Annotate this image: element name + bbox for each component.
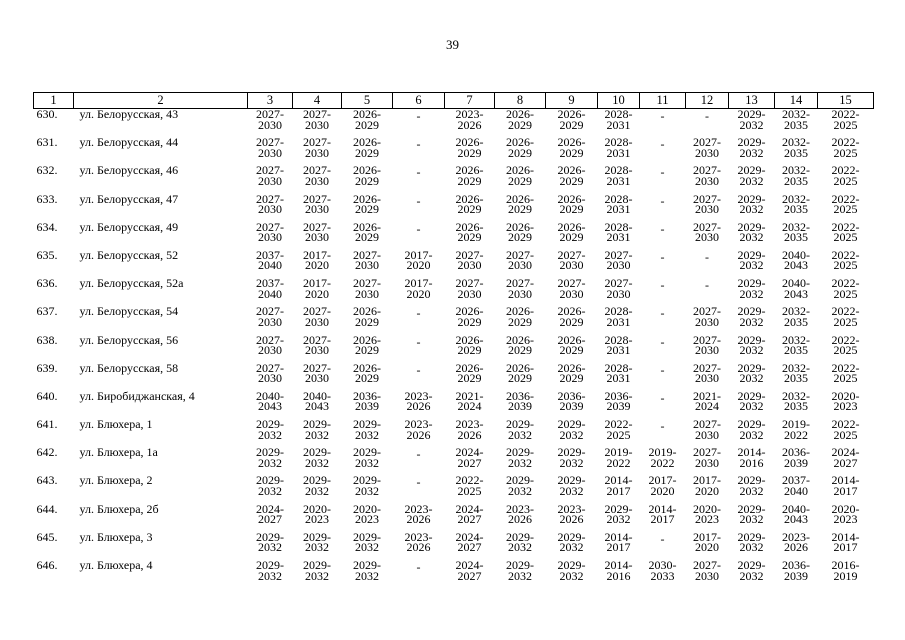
period-cell: 2026- 2029 xyxy=(353,163,381,188)
row-address: ул. Белорусская, 49 xyxy=(79,219,179,234)
period-cell: 2029- 2032 xyxy=(506,417,534,442)
period-cell: - xyxy=(416,193,421,208)
row-address: ул. Блюхера, 1 xyxy=(79,417,153,432)
period-cell: 2027- 2030 xyxy=(256,163,284,188)
period-cell: 2027- 2030 xyxy=(693,163,721,188)
period-cell: 2030- 2033 xyxy=(648,558,677,583)
period-cell: 2026- 2029 xyxy=(506,135,534,160)
period-cell: - xyxy=(416,334,421,349)
period-cell: 2014- 2016 xyxy=(737,445,766,470)
period-cell: 2029- 2032 xyxy=(303,417,331,442)
period-cell: 2040- 2043 xyxy=(303,388,331,414)
period-cell: 2020- 2023 xyxy=(303,501,331,527)
row-number: 635. xyxy=(36,247,58,262)
period-cell: 2027- 2030 xyxy=(693,558,721,583)
period-cell: 2026- 2029 xyxy=(353,332,381,357)
table-row xyxy=(34,532,874,560)
period-cell: 2032- 2035 xyxy=(782,107,810,132)
period-cell: 2040- 2043 xyxy=(782,276,810,301)
period-cell: 2022- 2025 xyxy=(831,191,860,217)
period-cell: 2036- 2039 xyxy=(782,558,810,583)
period-cell: 2023- 2026 xyxy=(455,107,484,132)
period-cell: 2029- 2032 xyxy=(256,529,284,555)
period-cell: 2029- 2032 xyxy=(737,501,766,527)
period-cell: 2023- 2026 xyxy=(404,529,433,555)
period-cell: 2032- 2035 xyxy=(782,304,810,329)
period-cell: 2026- 2029 xyxy=(455,191,484,217)
period-cell: 2040- 2043 xyxy=(782,247,810,273)
period-cell: 2027- 2030 xyxy=(557,276,586,301)
period-cell: 2020- 2023 xyxy=(831,388,860,414)
period-cell: 2026- 2029 xyxy=(353,219,381,245)
column-header: 5 xyxy=(342,93,393,109)
period-cell: 2026- 2029 xyxy=(557,332,586,357)
period-cell: 2026- 2029 xyxy=(353,360,381,386)
period-cell: 2029- 2032 xyxy=(737,191,766,217)
period-cell: 2027- 2030 xyxy=(303,191,331,217)
period-cell: 2028- 2031 xyxy=(604,191,633,217)
period-cell: 2022- 2025 xyxy=(831,107,860,132)
period-cell: - xyxy=(660,193,665,208)
period-cell: - xyxy=(416,137,421,152)
row-number: 646. xyxy=(36,558,58,572)
period-cell: - xyxy=(660,531,665,546)
period-cell: 2022- 2025 xyxy=(831,332,860,357)
period-cell: 2019- 2022 xyxy=(648,445,677,470)
column-header: 11 xyxy=(640,93,686,109)
period-cell: 2029- 2032 xyxy=(557,473,586,498)
period-cell: 2017- 2020 xyxy=(693,529,721,555)
period-cell: 2026- 2029 xyxy=(557,191,586,217)
table-row xyxy=(34,335,874,363)
period-cell: 2014- 2017 xyxy=(648,501,677,527)
period-cell: 2036- 2039 xyxy=(604,388,633,414)
column-header: 6 xyxy=(393,93,445,109)
period-cell: 2024- 2027 xyxy=(455,445,484,470)
period-cell: 2016- 2019 xyxy=(831,558,860,583)
row-number: 632. xyxy=(36,163,58,178)
period-cell: 2029- 2032 xyxy=(506,473,534,498)
period-cell: 2026- 2029 xyxy=(455,163,484,188)
period-cell: - xyxy=(705,278,709,293)
period-cell: 2026- 2029 xyxy=(557,107,586,132)
period-cell: 2027- 2030 xyxy=(693,445,721,470)
period-cell: 2027- 2030 xyxy=(256,107,284,132)
period-cell: 2022- 2025 xyxy=(831,247,860,273)
column-header: 12 xyxy=(686,93,729,109)
period-cell: 2027- 2030 xyxy=(604,247,633,273)
row-address: ул. Белорусская, 54 xyxy=(79,304,179,319)
period-cell: 2029- 2032 xyxy=(604,501,633,527)
period-cell: 2026- 2029 xyxy=(353,304,381,329)
period-cell: - xyxy=(660,165,665,180)
period-cell: 2032- 2035 xyxy=(782,163,810,188)
period-cell: 2027- 2030 xyxy=(303,304,331,329)
row-number: 644. xyxy=(36,501,58,516)
period-cell: - xyxy=(660,390,665,405)
period-cell: 2027- 2030 xyxy=(693,219,721,245)
period-cell: 2037- 2040 xyxy=(256,247,284,273)
table-row xyxy=(34,278,874,306)
period-cell: - xyxy=(416,475,421,490)
period-cell: 2022- 2025 xyxy=(831,417,860,442)
row-address: ул. Блюхера, 2б xyxy=(79,501,159,516)
period-cell: 2029- 2032 xyxy=(256,417,284,442)
period-cell: 2026- 2029 xyxy=(506,107,534,132)
period-cell: 2036- 2039 xyxy=(557,388,586,414)
period-cell: 2026- 2029 xyxy=(557,360,586,386)
period-cell: - xyxy=(660,334,665,349)
column-header: 7 xyxy=(445,93,495,109)
period-cell: 2026- 2029 xyxy=(353,135,381,160)
period-cell: 2019- 2022 xyxy=(782,417,810,442)
period-cell: 2017- 2020 xyxy=(303,247,331,273)
period-cell: 2028- 2031 xyxy=(604,332,633,357)
period-cell: - xyxy=(660,249,665,264)
period-cell: 2032- 2035 xyxy=(782,332,810,357)
period-cell: 2027- 2030 xyxy=(693,191,721,217)
period-cell: 2029- 2032 xyxy=(737,417,766,442)
table-row xyxy=(34,137,874,165)
period-cell: 2027- 2030 xyxy=(256,304,284,329)
row-address: ул. Блюхера, 1а xyxy=(79,445,158,460)
period-cell: - xyxy=(416,109,421,123)
table-row xyxy=(34,419,874,447)
period-cell: 2022- 2025 xyxy=(831,135,860,160)
period-cell: 2023- 2026 xyxy=(404,501,433,527)
period-cell: - xyxy=(660,419,665,434)
period-cell: 2017- 2020 xyxy=(648,473,677,498)
period-cell: - xyxy=(705,249,709,264)
period-cell: 2024- 2027 xyxy=(831,445,860,470)
period-cell: - xyxy=(660,221,665,236)
column-header: 2 xyxy=(74,93,248,109)
period-cell: 2027- 2030 xyxy=(506,247,534,273)
period-cell: 2029- 2032 xyxy=(256,445,284,470)
period-cell: 2037- 2040 xyxy=(782,473,810,498)
period-cell: 2026- 2029 xyxy=(455,135,484,160)
period-cell: 2026- 2029 xyxy=(557,163,586,188)
table-row xyxy=(34,504,874,532)
period-cell: 2029- 2032 xyxy=(737,163,766,188)
period-cell: - xyxy=(705,109,709,123)
period-cell: 2029- 2032 xyxy=(737,558,766,583)
row-number: 645. xyxy=(36,529,58,544)
row-address: ул. Белорусская, 58 xyxy=(79,360,179,375)
period-cell: 2023- 2026 xyxy=(404,417,433,442)
period-cell: 2040- 2043 xyxy=(256,388,284,414)
table-row xyxy=(34,363,874,391)
period-cell: 2022- 2025 xyxy=(831,219,860,245)
period-cell: 2027- 2030 xyxy=(303,332,331,357)
row-number: 643. xyxy=(36,473,58,488)
period-cell: 2028- 2031 xyxy=(604,304,633,329)
period-cell: 2029- 2032 xyxy=(256,558,284,583)
table-row xyxy=(34,475,874,503)
period-cell: 2027- 2030 xyxy=(693,135,721,160)
period-cell: 2014- 2017 xyxy=(831,473,860,498)
period-cell: 2023- 2026 xyxy=(455,417,484,442)
period-cell: 2036- 2039 xyxy=(782,445,810,470)
period-cell: 2029- 2032 xyxy=(353,529,381,555)
period-cell: 2027- 2030 xyxy=(506,276,534,301)
period-cell: - xyxy=(416,221,421,236)
table-row xyxy=(34,165,874,193)
period-cell: 2026- 2029 xyxy=(557,219,586,245)
period-cell: 2022- 2025 xyxy=(831,304,860,329)
period-cell: 2017- 2020 xyxy=(693,473,721,498)
row-address: ул. Биробиджанская, 4 xyxy=(79,388,195,403)
period-cell: 2029- 2032 xyxy=(737,247,766,273)
period-cell: 2026- 2029 xyxy=(353,191,381,217)
period-cell: 2029- 2032 xyxy=(353,473,381,498)
period-cell: 2026- 2029 xyxy=(506,163,534,188)
table-row xyxy=(34,109,874,138)
row-number: 631. xyxy=(36,135,58,150)
period-cell: 2026- 2029 xyxy=(557,135,586,160)
period-cell: 2028- 2031 xyxy=(604,219,633,245)
page-number: 39 xyxy=(446,37,459,52)
row-address: ул. Белорусская, 52а xyxy=(79,276,184,291)
period-cell: 2026- 2029 xyxy=(506,332,534,357)
period-cell: 2029- 2032 xyxy=(557,558,586,583)
row-number: 633. xyxy=(36,191,58,206)
period-cell: 2032- 2035 xyxy=(782,388,810,414)
period-cell: 2029- 2032 xyxy=(353,558,381,583)
table-row xyxy=(34,560,874,588)
row-address: ул. Белорусская, 44 xyxy=(79,135,179,150)
period-cell: 2026- 2029 xyxy=(506,360,534,386)
table-row xyxy=(34,447,874,475)
period-cell: 2029- 2032 xyxy=(737,360,766,386)
period-cell: 2014- 2017 xyxy=(831,529,860,555)
period-cell: 2029- 2032 xyxy=(353,445,381,470)
period-cell: - xyxy=(660,137,665,152)
period-cell: 2027- 2030 xyxy=(256,219,284,245)
period-cell: 2029- 2032 xyxy=(506,558,534,583)
period-cell: 2021- 2024 xyxy=(693,388,721,414)
period-cell: 2020- 2023 xyxy=(353,501,381,527)
row-address: ул. Белорусская, 56 xyxy=(79,332,179,347)
period-cell: 2029- 2032 xyxy=(737,473,766,498)
period-cell: 2022- 2025 xyxy=(831,276,860,301)
period-cell: 2040- 2043 xyxy=(782,501,810,527)
row-number: 640. xyxy=(36,388,58,403)
period-cell: 2028- 2031 xyxy=(604,360,633,386)
period-cell: 2017- 2020 xyxy=(404,276,433,301)
period-cell: 2026- 2029 xyxy=(455,332,484,357)
period-cell: 2019- 2022 xyxy=(604,445,633,470)
row-number: 637. xyxy=(36,304,58,319)
period-cell: 2023- 2026 xyxy=(557,501,586,527)
period-cell: 2026- 2029 xyxy=(455,219,484,245)
period-cell: 2027- 2030 xyxy=(256,360,284,386)
row-address: ул. Белорусская, 46 xyxy=(79,163,179,178)
column-header: 3 xyxy=(248,93,293,109)
period-cell: 2020- 2023 xyxy=(693,501,721,527)
row-number: 634. xyxy=(36,219,58,234)
period-cell: 2024- 2027 xyxy=(256,501,284,527)
period-cell: 2027- 2030 xyxy=(693,360,721,386)
period-cell: 2014- 2017 xyxy=(604,473,633,498)
period-cell: 2027- 2030 xyxy=(303,107,331,132)
row-number: 639. xyxy=(36,360,58,375)
column-header: 14 xyxy=(775,93,818,109)
period-cell: 2029- 2032 xyxy=(506,445,534,470)
period-cell: 2032- 2035 xyxy=(782,135,810,160)
period-cell: 2029- 2032 xyxy=(506,529,534,555)
row-address: ул. Белорусская, 52 xyxy=(79,247,179,262)
period-cell: 2027- 2030 xyxy=(455,276,484,301)
period-cell: 2020- 2023 xyxy=(831,501,860,527)
period-cell: 2026- 2029 xyxy=(506,219,534,245)
period-cell: 2027- 2030 xyxy=(693,332,721,357)
period-cell: 2029- 2032 xyxy=(737,304,766,329)
period-cell: 2028- 2031 xyxy=(604,163,633,188)
period-cell: 2029- 2032 xyxy=(737,135,766,160)
table-row xyxy=(34,250,874,278)
period-cell: 2027- 2030 xyxy=(353,276,381,301)
table-row xyxy=(34,306,874,334)
period-cell: 2026- 2029 xyxy=(506,304,534,329)
period-cell: - xyxy=(416,560,421,574)
period-cell: 2029- 2032 xyxy=(353,417,381,442)
period-cell: 2029- 2032 xyxy=(737,332,766,357)
period-cell: 2023- 2026 xyxy=(506,501,534,527)
period-cell: 2021- 2024 xyxy=(455,388,484,414)
period-cell: 2027- 2030 xyxy=(256,332,284,357)
column-header: 10 xyxy=(598,93,640,109)
period-cell: - xyxy=(660,362,665,377)
period-cell: 2014- 2016 xyxy=(604,558,633,583)
period-cell: - xyxy=(660,306,665,321)
period-cell: 2023- 2026 xyxy=(404,388,433,414)
period-cell: 2024- 2027 xyxy=(455,529,484,555)
period-cell: 2024- 2027 xyxy=(455,501,484,527)
table-body xyxy=(34,109,874,589)
table-row xyxy=(34,194,874,222)
period-cell: 2037- 2040 xyxy=(256,276,284,301)
period-cell: 2029- 2032 xyxy=(737,529,766,555)
column-header: 8 xyxy=(495,93,546,109)
row-number: 641. xyxy=(36,417,58,432)
period-cell: - xyxy=(660,278,665,293)
period-cell: 2027- 2030 xyxy=(353,247,381,273)
period-cell: 2027- 2030 xyxy=(604,276,633,301)
period-cell: 2024- 2027 xyxy=(455,558,484,583)
period-cell: 2026- 2029 xyxy=(506,191,534,217)
period-cell: 2026- 2029 xyxy=(353,107,381,132)
period-cell: 2027- 2030 xyxy=(693,417,721,442)
period-cell: 2022- 2025 xyxy=(831,360,860,386)
period-cell: 2026- 2029 xyxy=(557,304,586,329)
period-cell: 2036- 2039 xyxy=(353,388,381,414)
period-cell: 2022- 2025 xyxy=(455,473,484,498)
period-cell: 2032- 2035 xyxy=(782,219,810,245)
period-cell: 2027- 2030 xyxy=(256,135,284,160)
row-address: ул. Белорусская, 43 xyxy=(79,107,179,121)
period-cell: 2029- 2032 xyxy=(303,473,331,498)
period-cell: 2027- 2030 xyxy=(303,219,331,245)
period-cell: 2029- 2032 xyxy=(303,445,331,470)
period-cell: 2029- 2032 xyxy=(557,445,586,470)
period-cell: 2027- 2030 xyxy=(557,247,586,273)
column-header: 15 xyxy=(818,93,874,109)
column-header: 1 xyxy=(34,93,74,109)
schedule-table xyxy=(33,92,874,588)
period-cell: 2029- 2032 xyxy=(303,558,331,583)
table-row xyxy=(34,391,874,419)
row-number: 636. xyxy=(36,276,58,291)
period-cell: 2032- 2035 xyxy=(782,360,810,386)
period-cell: - xyxy=(416,447,421,462)
period-cell: - xyxy=(416,306,421,321)
period-cell: - xyxy=(416,362,421,377)
period-cell: 2028- 2031 xyxy=(604,107,633,132)
period-cell: 2026- 2029 xyxy=(455,360,484,386)
period-cell: 2029- 2032 xyxy=(303,529,331,555)
period-cell: 2029- 2032 xyxy=(256,473,284,498)
period-cell: 2029- 2032 xyxy=(557,417,586,442)
column-header: 9 xyxy=(546,93,598,109)
period-cell: 2027- 2030 xyxy=(303,360,331,386)
row-address: ул. Блюхера, 2 xyxy=(79,473,153,488)
row-address: ул. Блюхера, 3 xyxy=(79,529,153,544)
period-cell: 2017- 2020 xyxy=(404,247,433,273)
row-number: 638. xyxy=(36,332,58,347)
period-cell: 2027- 2030 xyxy=(256,191,284,217)
period-cell: 2029- 2032 xyxy=(557,529,586,555)
row-address: ул. Белорусская, 47 xyxy=(79,191,179,206)
period-cell: 2014- 2017 xyxy=(604,529,633,555)
table-row xyxy=(34,222,874,250)
period-cell: 2029- 2032 xyxy=(737,276,766,301)
period-cell: 2027- 2030 xyxy=(303,163,331,188)
period-cell: 2027- 2030 xyxy=(455,247,484,273)
period-cell: - xyxy=(416,165,421,180)
period-cell: 2032- 2035 xyxy=(782,191,810,217)
row-number: 642. xyxy=(36,445,58,460)
period-cell: 2023- 2026 xyxy=(782,529,810,555)
period-cell: 2029- 2032 xyxy=(737,219,766,245)
period-cell: - xyxy=(660,109,665,123)
column-header: 13 xyxy=(729,93,775,109)
period-cell: 2026- 2029 xyxy=(455,304,484,329)
period-cell: 2028- 2031 xyxy=(604,135,633,160)
row-address: ул. Блюхера, 4 xyxy=(79,558,153,572)
period-cell: 2022- 2025 xyxy=(831,163,860,188)
row-number: 630. xyxy=(36,107,58,121)
period-cell: 2036- 2039 xyxy=(506,388,534,414)
period-cell: 2027- 2030 xyxy=(693,304,721,329)
period-cell: 2029- 2032 xyxy=(737,107,766,132)
period-cell: 2029- 2032 xyxy=(737,388,766,414)
period-cell: 2017- 2020 xyxy=(303,276,331,301)
period-cell: 2022- 2025 xyxy=(604,417,633,442)
period-cell: 2027- 2030 xyxy=(303,135,331,160)
column-header: 4 xyxy=(293,93,342,109)
